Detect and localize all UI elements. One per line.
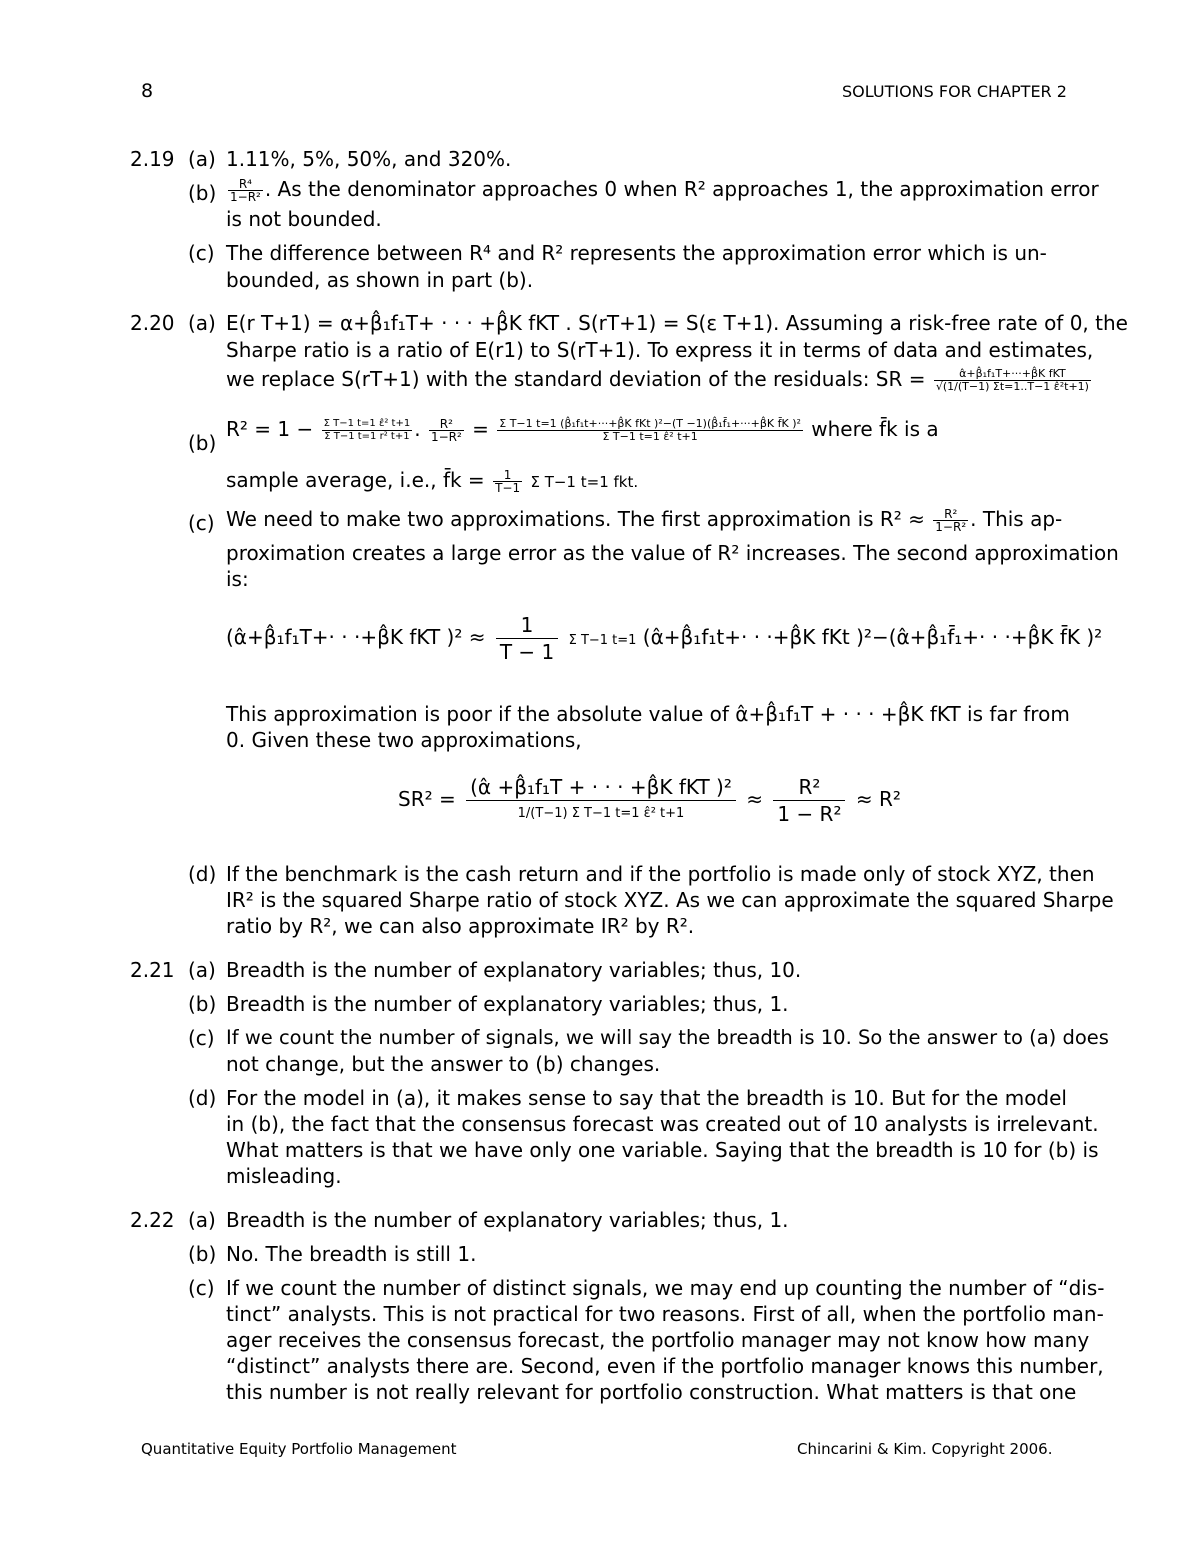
problem-number-2-21: 2.21 (130, 958, 175, 982)
part-label: (d) (188, 862, 217, 886)
answer-text: If we count the number of distinct signals, we may end up counting the number of “dis- (226, 1276, 1105, 1300)
problem-number-2-19: 2.19 (130, 147, 175, 171)
answer-text: 0. Given these two approximations, (226, 728, 582, 752)
answer-text: This approximation is poor if the absolute value of α̂+β̂₁f₁T + · · · +β̂K fKT is far from (226, 702, 1070, 726)
problem-number-2-22: 2.22 (130, 1208, 175, 1232)
answer-text: not change, but the answer to (b) changes. (226, 1052, 661, 1076)
part-label: (b) (188, 1242, 217, 1266)
part-label: (c) (188, 1026, 215, 1050)
fraction: (α̂ +β̂₁f₁T + · · · +β̂K fKT )² 1/(T−1) Σ T−1 t=1 ε̂² t+1 (466, 774, 736, 827)
answer-text: Sharpe ratio is a ratio of E(r1) to S(rT+1). To express it in terms of data and estimates, (226, 338, 1094, 362)
answer-text: is not bounded. (226, 207, 382, 231)
answer-line: we replace S(rT+1) with the standard deviation of the residuals: SR = $\frac{\text{α̂+β̂₁f₁T+···+β̂K fKT}}{\text{√(1/(T−1) Σt=1..T−1 ε̂²t+1)}}$ (226, 367, 1089, 393)
part-label: (a) (188, 147, 216, 171)
running-title: SOLUTIONS FOR CHAPTER 2 (842, 82, 1067, 101)
part-label: (c) (188, 1276, 215, 1300)
part-label: (a) (188, 958, 216, 982)
fraction: $\frac{1}{T - 1}$ (496, 612, 558, 665)
answer-text: 1.11%, 5%, 50%, and 320%. (226, 147, 512, 171)
answer-text: What matters is that we have only one variable. Saying that the breadth is 10 for (b) is (226, 1138, 1099, 1162)
problem-number-2-20: 2.20 (130, 311, 175, 335)
answer-text: For the model in (a), it makes sense to say that the breadth is 10. But for the model (226, 1086, 1067, 1110)
answer-line: We need to make two approximations. The first approximation is R² ≈ $\frac{\text{R²}}{\text{1−R²}}$ . This ap- (226, 507, 1063, 534)
answer-text: bounded, as shown in part (b). (226, 268, 534, 292)
answer-text: ager receives the consensus forecast, the portfolio manager may not know how many (226, 1328, 1090, 1352)
part-label: (b) (188, 181, 217, 205)
sharpe-fraction: $\frac{\text{α̂+β̂₁f₁T+···+β̂K fKT}}{\text{√(1/(T−1) Σt=1..T−1 ε̂²t+1)}}$ (935, 367, 1089, 393)
page-number: 8 (141, 80, 154, 102)
part-label: (d) (188, 1086, 217, 1110)
approximation-equation: (α̂+β̂₁f₁T+· · ·+β̂K fKT )² ≈ $\frac{1}{T - 1}$ Σ T−1 t=1 (α̂+β̂₁f₁t+· · ·+β̂K fKt )²−(α̂+β̂₁f̄₁+· · ·+β̂K f̄K )² (226, 613, 1103, 664)
answer-text: Breadth is the number of explanatory variables; thus, 1. (226, 1208, 789, 1232)
answer-text: in (b), the fact that the consensus forecast was created out of 10 analysts is irrelevant. (226, 1112, 1099, 1136)
answer-text: misleading. (226, 1164, 342, 1188)
fraction: $\frac{\text{Σ T−1 t=1 ε̂² t+1}}{\text{Σ T−1 t=1 r² t+1}}$ (323, 418, 411, 442)
answer-text: If we count the number of signals, we will say the breadth is 10. So the answer to (a) does (226, 1026, 1109, 1049)
part-label: (b) (188, 431, 217, 455)
answer-text: No. The breadth is still 1. (226, 1242, 477, 1266)
answer-text: E(r T+1) = α+β̂₁f₁T+ · · · +β̂K fKT . S(rT+1) = S(ε T+1). Assuming a risk-free rate of 0, the (226, 311, 1128, 335)
fraction: Σ T−1 t=1 (β̂₁f₁t+···+β̂K fKt )²−(T −1)(β̂₁f̄₁+···+β̂K f̄K )² Σ T−1 t=1 ε̂² t+1 (499, 417, 801, 443)
part-label: (c) (188, 511, 215, 535)
fraction: $\frac{\text{R²}}{\text{1−R²}}$ (430, 417, 462, 444)
fraction: $\frac{1}{T-1}$ (495, 468, 521, 495)
answer-line: $\frac{\text{R⁴}}{\text{1−R²}}$ . As the denominator approaches 0 when R² approaches 1, the approximation error (230, 177, 1099, 204)
fraction: $\frac{\text{R²}}{\text{1 − R²}}$ (773, 774, 845, 827)
footer-book-title: Quantitative Equity Portfolio Management (141, 1440, 457, 1458)
answer-text: is: (226, 567, 249, 591)
part-label: (b) (188, 992, 217, 1016)
answer-line: sample average, i.e., f̄k = $\frac{1}{T-1}$ Σ T−1 t=1 fkt. (226, 468, 639, 495)
answer-text: ratio by R², we can also approximate IR² by R². (226, 914, 695, 938)
answer-text: IR² is the squared Sharpe ratio of stock XYZ. As we can approximate the squared Sharpe (226, 888, 1114, 912)
answer-text: proximation creates a large error as the value of R² increases. The second approximation (226, 541, 1119, 565)
part-label: (a) (188, 311, 216, 335)
part-label: (a) (188, 1208, 216, 1232)
sharpe-ratio-equation: SR² = (α̂ +β̂₁f₁T + · · · +β̂K fKT )² 1/(T−1) Σ T−1 t=1 ε̂² t+1 ≈ $\frac{\text{R²}}{\text{1 − R²}}$ ≈ R² (398, 775, 901, 826)
answer-text: Breadth is the number of explanatory variables; thus, 10. (226, 958, 802, 982)
fraction: $\frac{\text{R⁴}}{\text{1−R²}}$ (230, 177, 261, 204)
answer-text: If the benchmark is the cash return and if the portfolio is made only of stock XYZ, then (226, 862, 1095, 886)
r-squared-equation: R² = 1 − $\frac{\text{Σ T−1 t=1 ε̂² t+1}}{\text{Σ T−1 t=1 r² t+1}}$ . $\frac{\text{R²}}{\text{1−R²}}$ = Σ T−1 t=1 (β̂₁f₁t+···+β̂K fKt )²−(T −1)(β̂₁f̄₁+···+β̂K f̄K )² Σ T−1 t=1 ε̂² t+1 where f̄k is a (226, 417, 939, 444)
answer-text: tinct” analysts. This is not practical for two reasons. First of all, when the portfolio man- (226, 1302, 1104, 1326)
fraction: $\frac{\text{R²}}{\text{1−R²}}$ (935, 507, 967, 534)
part-label: (c) (188, 241, 215, 265)
answer-text: “distinct” analysts there are. Second, even if the portfolio manager knows this number, (226, 1354, 1104, 1378)
answer-text: The difference between R⁴ and R² represents the approximation error which is un- (226, 241, 1047, 265)
answer-text: Breadth is the number of explanatory variables; thus, 1. (226, 992, 789, 1016)
answer-text: this number is not really relevant for portfolio construction. What matters is that one (226, 1380, 1077, 1404)
footer-copyright: Chincarini & Kim. Copyright 2006. (797, 1440, 1053, 1458)
